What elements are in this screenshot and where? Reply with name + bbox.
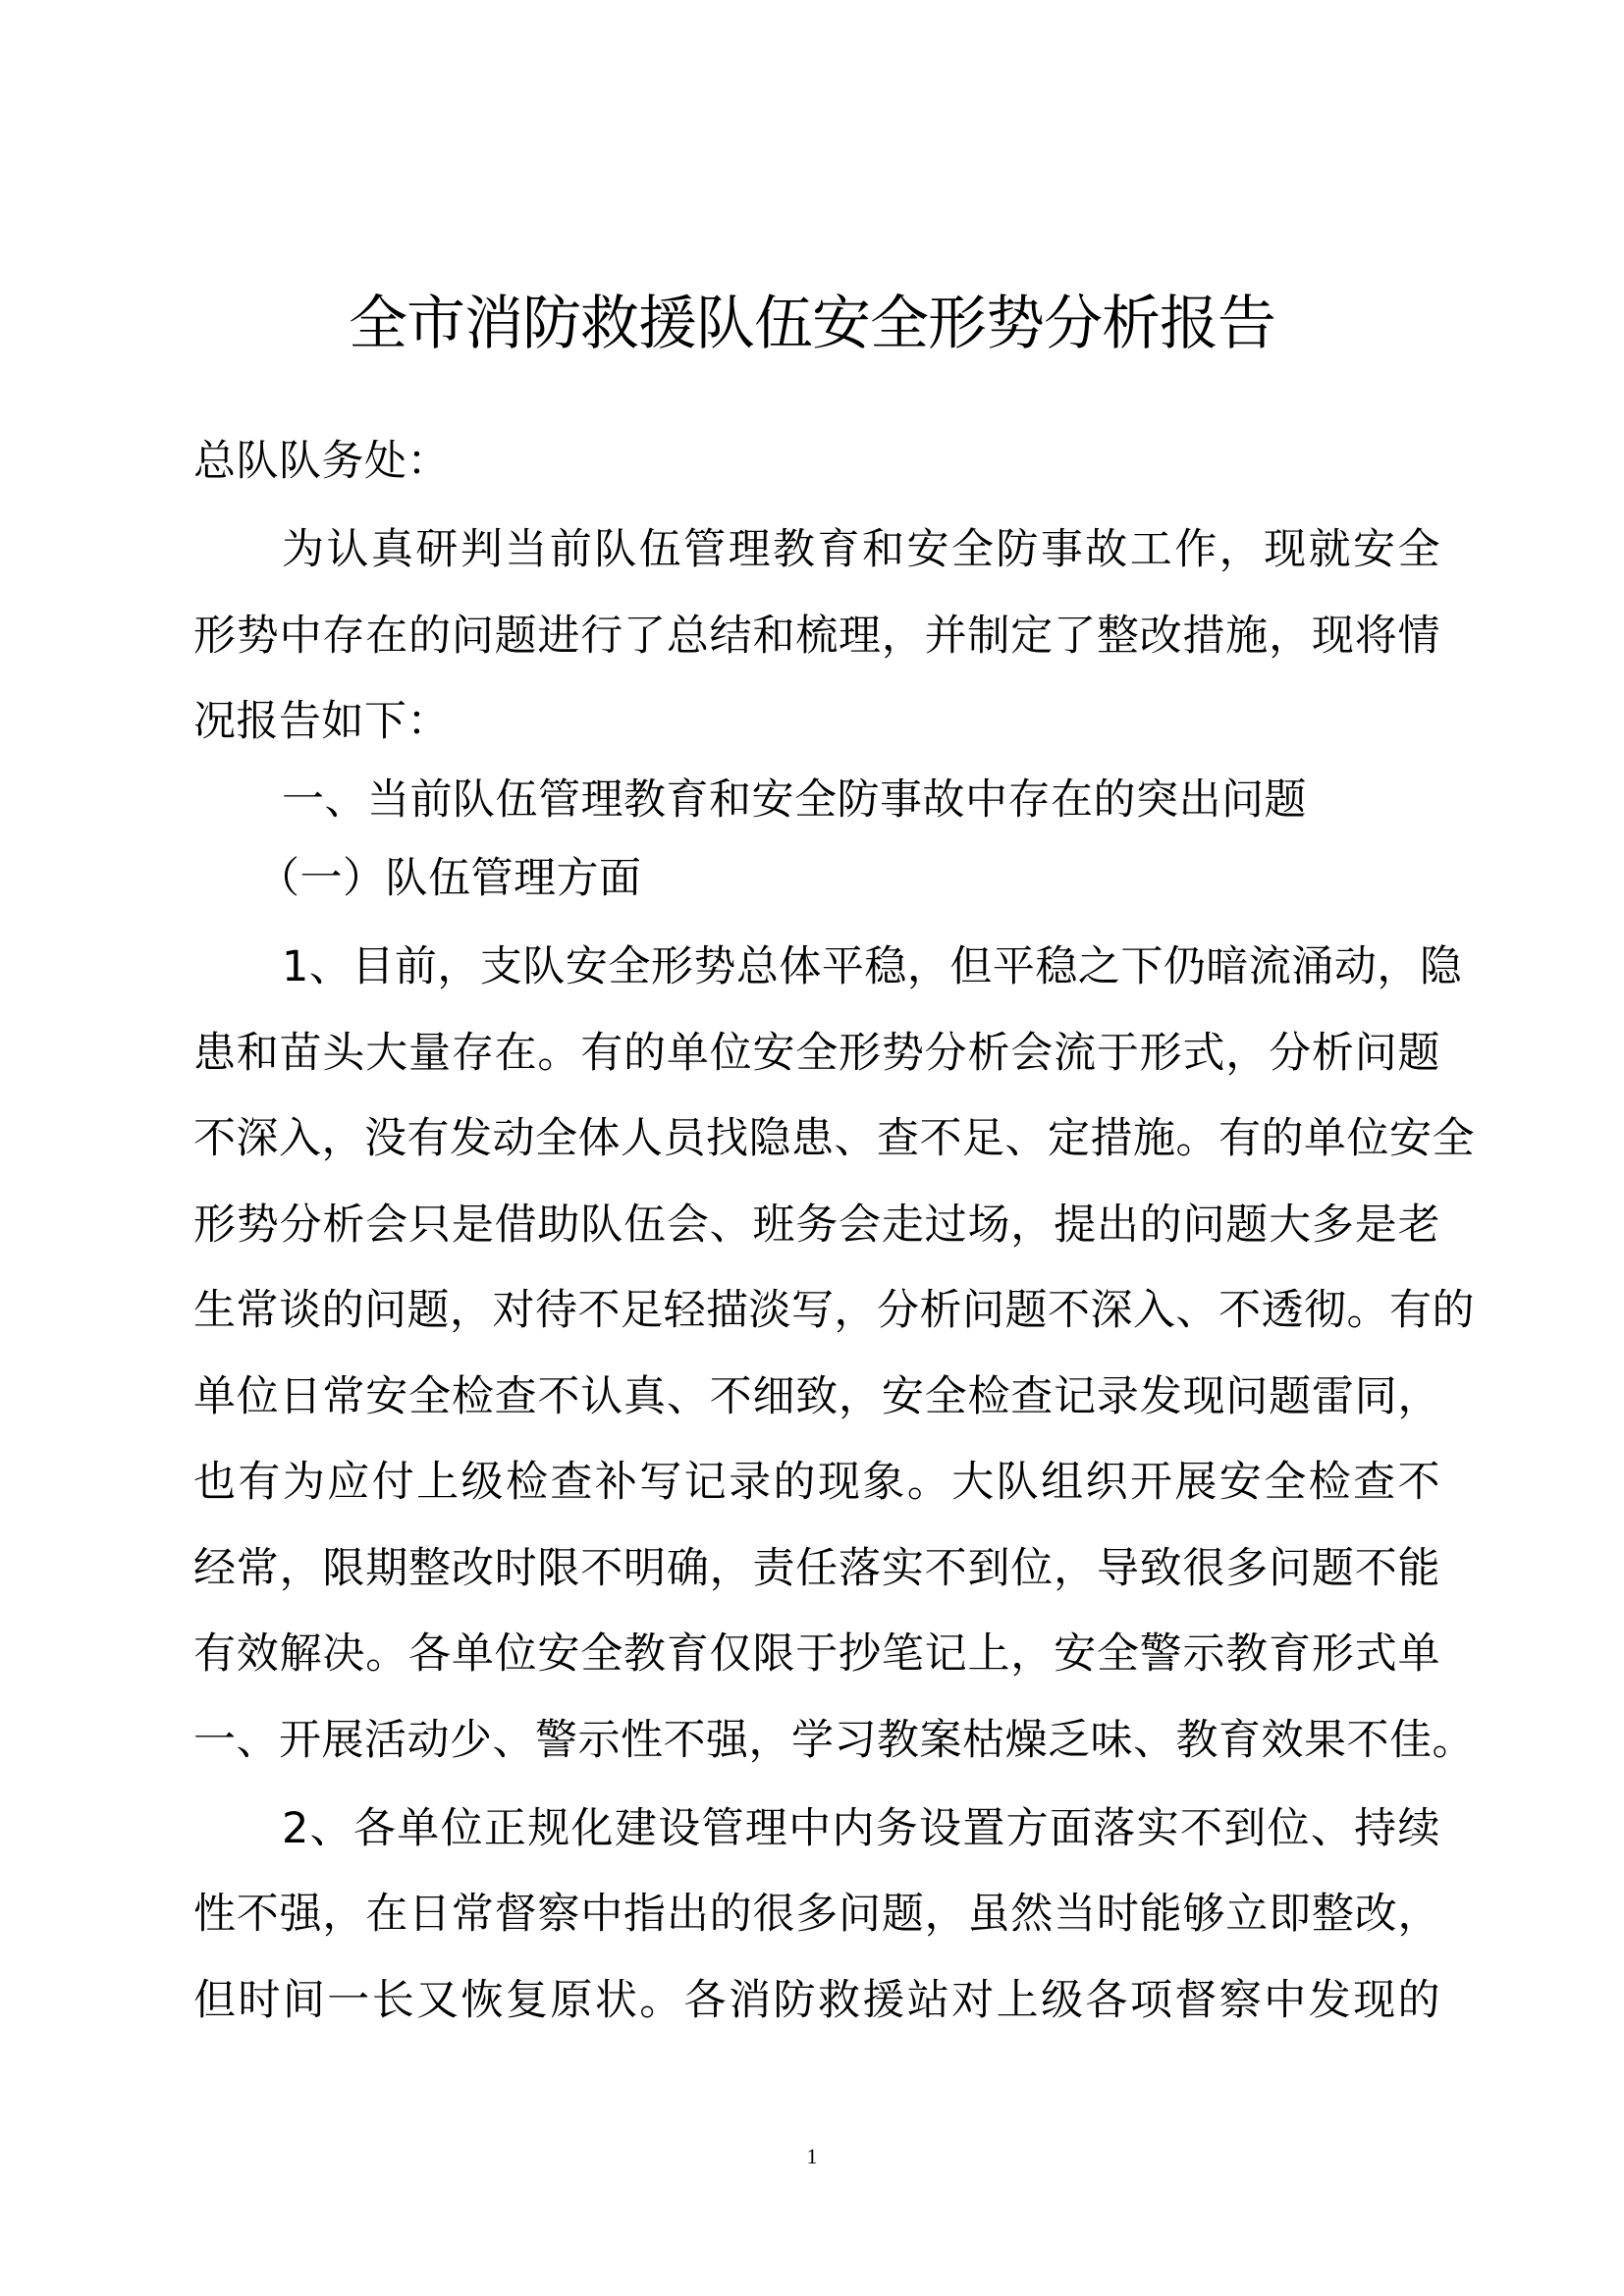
paragraph-line: 1、目前，支队安全形势总体平稳，但平稳之下仍暗流涌动，隐 [282, 942, 1463, 991]
section-heading: 一、当前队伍管理教育和安全防事故中存在的突出问题 [282, 775, 1307, 825]
paragraph-line: 一、开展活动少、警示性不强，学习教案枯燥乏味、教育效果不佳。 [193, 1716, 1475, 1765]
paragraph-line: 生常谈的问题，对待不足轻描淡写，分析问题不深入、不透彻。有的 [193, 1286, 1475, 1335]
paragraph-line: 经常，限期整改时限不明确，责任落实不到位，导致很多问题不能 [193, 1544, 1440, 1593]
paragraph-line: 但时间一长又恢复原状。各消防救援站对上级各项督察中发现的 [193, 1976, 1440, 2025]
document-title: 全市消防救援队伍安全形势分析报告 [349, 290, 1275, 358]
paragraph-line: 单位日常安全检查不认真、不细致，安全检查记录发现问题雷同， [193, 1372, 1440, 1421]
intro-line: 况报告如下： [193, 697, 450, 746]
paragraph-line: 性不强，在日常督察中指出的很多问题，虽然当时能够立即整改， [193, 1890, 1440, 1939]
paragraph-line: 形势分析会只是借助队伍会、班务会走过场，提出的问题大多是老 [193, 1201, 1440, 1250]
subsection-heading: （一）队伍管理方面 [257, 854, 642, 903]
paragraph-line: 患和苗头大量存在。有的单位安全形势分析会流于形式，分析问题 [193, 1029, 1440, 1078]
paragraph-line: 有效解决。各单位安全教育仅限于抄笔记上，安全警示教育形式单 [193, 1629, 1440, 1679]
addressee: 总队队务处： [193, 437, 450, 486]
paragraph-line: 不深入，没有发动全体人员找隐患、查不足、定措施。有的单位安全 [193, 1114, 1475, 1163]
paragraph-line: 2、各单位正规化建设管理中内务设置方面落实不到位、持续 [282, 1804, 1440, 1853]
page-number: 1 [806, 2144, 818, 2168]
intro-line: 为认真研判当前队伍管理教育和安全防事故工作，现就安全 [282, 525, 1440, 574]
paragraph-line: 也有为应付上级检查补写记录的现象。大队组织开展安全检查不 [193, 1458, 1440, 1507]
intro-line: 形势中存在的问题进行了总结和梳理，并制定了整改措施，现将情 [193, 612, 1440, 661]
